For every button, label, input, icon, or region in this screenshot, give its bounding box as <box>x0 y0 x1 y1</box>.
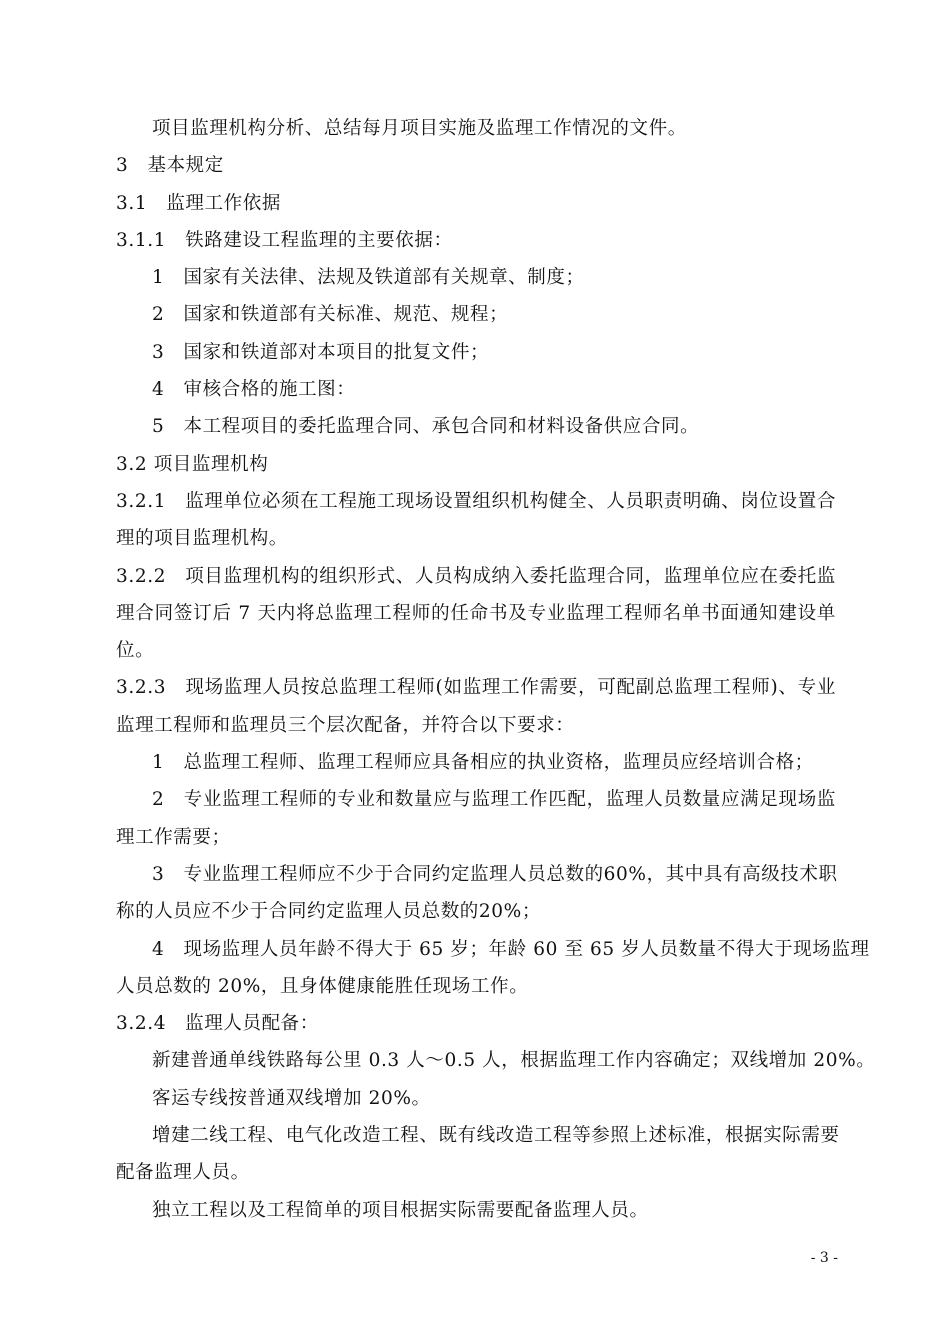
clause-heading: 3.2.4 监理人员配备： <box>116 1013 319 1035</box>
paragraph-line: 客运专线按普通双线增加 20%。 <box>152 1087 431 1109</box>
list-item: 4 审核合格的施工图： <box>152 379 356 401</box>
paragraph-line: 理的项目监理机构。 <box>116 528 288 550</box>
list-item: 5 本工程项目的委托监理合同、承包合同和材料设备供应合同。 <box>152 416 700 438</box>
list-item: 4 现场监理人员年龄不得大于 65 岁；年龄 60 至 65 岁人员数量不得大于现场监理 <box>152 938 870 960</box>
list-item-continuation: 理工作需要； <box>116 826 231 848</box>
subsection-heading: 3.2 项目监理机构 <box>116 453 269 475</box>
list-item: 3 国家和铁道部对本项目的批复文件； <box>152 341 490 363</box>
paragraph-line: 独立工程以及工程简单的项目根据实际需要配备监理人员。 <box>152 1199 649 1221</box>
paragraph-line: 3.2.2 项目监理机构的组织形式、人员构成纳入委托监理合同，监理单位应在委托监 <box>116 565 836 587</box>
list-item: 1 国家有关法律、法规及铁道部有关规章、制度； <box>152 267 585 289</box>
paragraph-line: 3.2.1 监理单位必须在工程施工现场设置组织机构健全、人员职责明确、岗位设置合 <box>116 490 836 512</box>
paragraph-line: 位。 <box>116 640 155 662</box>
page-number: - 3 - <box>810 1250 838 1266</box>
section-heading: 3 基本规定 <box>116 155 224 177</box>
list-item: 2 国家和铁道部有关标准、规范、规程； <box>152 304 509 326</box>
subsection-heading: 3.1 监理工作依据 <box>116 192 281 214</box>
document-body <box>116 110 876 1229</box>
list-item: 2 专业监理工程师的专业和数量应与监理工作匹配，监理人员数量应满足现场监 <box>152 789 836 811</box>
list-item: 1 总监理工程师、监理工程师应具备相应的执业资格，监理员应经培训合格； <box>152 752 814 774</box>
paragraph-line: 3.2.3 现场监理人员按总监理工程师(如监理工作需要，可配副总监理工程师)、专业 <box>116 677 836 699</box>
clause-heading: 3.1.1 铁路建设工程监理的主要依据： <box>116 229 453 251</box>
list-item: 3 专业监理工程师应不少于合同约定监理人员总数的60%，其中具有高级技术职 <box>152 863 838 885</box>
paragraph-line: 新建普通单线铁路每公里 0.3 人～0.5 人，根据监理工作内容确定；双线增加 20%。 <box>152 1050 876 1072</box>
list-item-continuation: 人员总数的 20%，且身体健康能胜任现场工作。 <box>116 975 529 997</box>
paragraph-line: 增建二线工程、电气化改造工程、既有线改造工程等参照上述标准，根据实际需要 <box>152 1125 840 1147</box>
list-item-continuation: 称的人员应不少于合同约定监理人员总数的20%； <box>116 901 541 923</box>
paragraph-line: 监理工程师和监理员三个层次配备，并符合以下要求： <box>116 714 575 736</box>
paragraph-line: 配备监理人员。 <box>116 1162 250 1184</box>
paragraph-line: 理合同签订后 7 天内将总监理工程师的任命书及专业监理工程师名单书面通知建设单 <box>116 602 836 624</box>
paragraph-line: 项目监理机构分析、总结每月项目实施及监理工作情况的文件。 <box>152 118 687 139</box>
